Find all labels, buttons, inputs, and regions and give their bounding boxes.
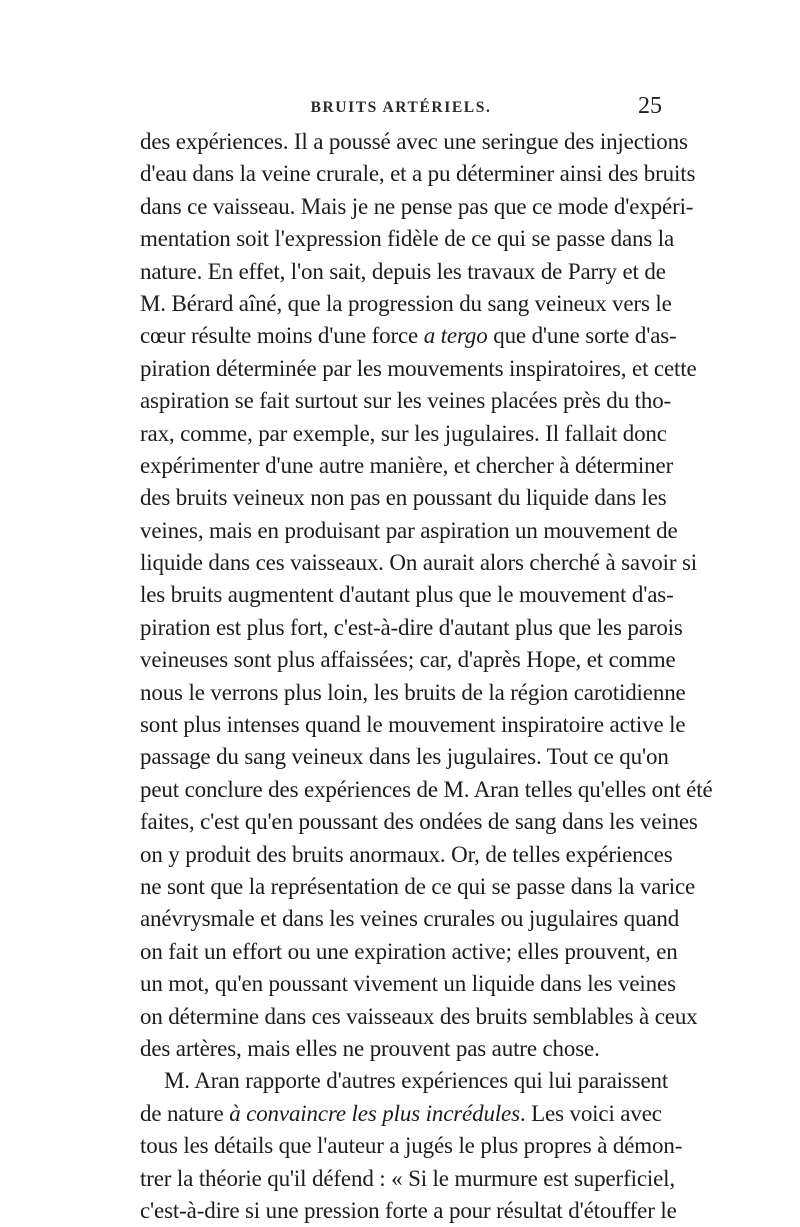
text-line: nature. En effet, l'on sait, depuis les travaux de Parry et de [140,258,666,284]
text-line: veineuses sont plus affaissées; car, d'après Hope, et comme [140,647,676,673]
text-line: peut conclure des expériences de M. Aran telles qu'elles ont été [140,776,713,802]
text-line: des bruits veineux non pas en poussant du liquide dans les [140,485,667,511]
italic-phrase: à convaincre les plus incrédules [229,1100,520,1126]
text-span: que d'une sorte d'as- [487,323,677,349]
running-title: BRUITS ARTÉRIELS. [310,99,492,116]
text-line: on détermine dans ces vaisseaux des bruits semblables à ceux [140,1003,698,1029]
text-line: ne sont que la représentation de ce qui se passe dans la varice [140,873,696,899]
running-header [140,93,662,123]
text-line: c'est-à-dire si une pression forte a pour résultat d'étouffer le [140,1197,677,1223]
text-line: passage du sang veineux dans les jugulaires. Tout ce qu'on [140,744,669,770]
text-line: dans ce vaisseau. Mais je ne pense pas que ce mode d'expéri- [140,193,694,219]
page-number: 25 [638,93,662,119]
text-line: on fait un effort ou une expiration active; elles prouvent, en [140,938,678,964]
text-line [140,320,677,352]
text-line: des expériences. Il a poussé avec une seringue des injections [140,129,688,154]
text-span: de nature [140,1100,230,1126]
text-line: on y produit des bruits anormaux. Or, de telles expériences [140,841,673,867]
text-line: faites, c'est qu'en poussant des ondées de sang dans les veines [140,809,698,835]
text-line: tous les détails que l'auteur a jugés le plus propres à démon- [140,1133,683,1159]
text-line: M. Aran rapporte d'autres expériences qui lui paraissent [164,1068,669,1094]
text-line: sont plus intenses quand le mouvement inspiratoire active le [140,712,686,738]
text-line: nous le verrons plus loin, les bruits de la région carotidienne [140,679,686,705]
text-line: un mot, qu'en poussant vivement un liquide dans les veines [140,971,676,997]
text-line: d'eau dans la veine crurale, et a pu déterminer ainsi des bruits [140,161,696,187]
text-line: rax, comme, par exemple, sur les jugulaires. Il fallait donc [140,420,667,446]
italic-phrase: a tergo [423,323,488,349]
text-line: piration déterminée par les mouvements inspiratoires, et cette [140,355,697,381]
text-line: les bruits augmentent d'autant plus que le mouvement d'as- [140,582,674,608]
text-line: des artères, mais elles ne prouvent pas autre chose. [140,1035,600,1061]
text-line: anévrysmale et dans les veines crurales ou jugulaires quand [140,906,680,932]
text-line: M. Bérard aîné, que la progression du sang veineux vers le [140,290,672,316]
text-line: liquide dans ces vaisseaux. On aurait alors cherché à savoir si [140,550,698,576]
text-line: veines, mais en produisant par aspiration un mouvement de [140,517,678,543]
text-line: trer la théorie qu'il défend : « Si le murmure est superficiel, [140,1165,676,1191]
text-line: aspiration se fait surtout sur les veines placées près du tho- [140,388,672,414]
text-line: piration est plus fort, c'est-à-dire d'autant plus que les parois [140,614,683,640]
text-line: mentation soit l'expression fidèle de ce qui se passe dans la [140,226,675,252]
text-span: . Les voici avec [519,1100,662,1126]
body-text [140,126,713,1227]
text-line [140,1098,660,1130]
text-span: cœur résulte moins d'une force [140,323,424,349]
text-line: expérimenter d'une autre manière, et chercher à déterminer [140,452,674,478]
